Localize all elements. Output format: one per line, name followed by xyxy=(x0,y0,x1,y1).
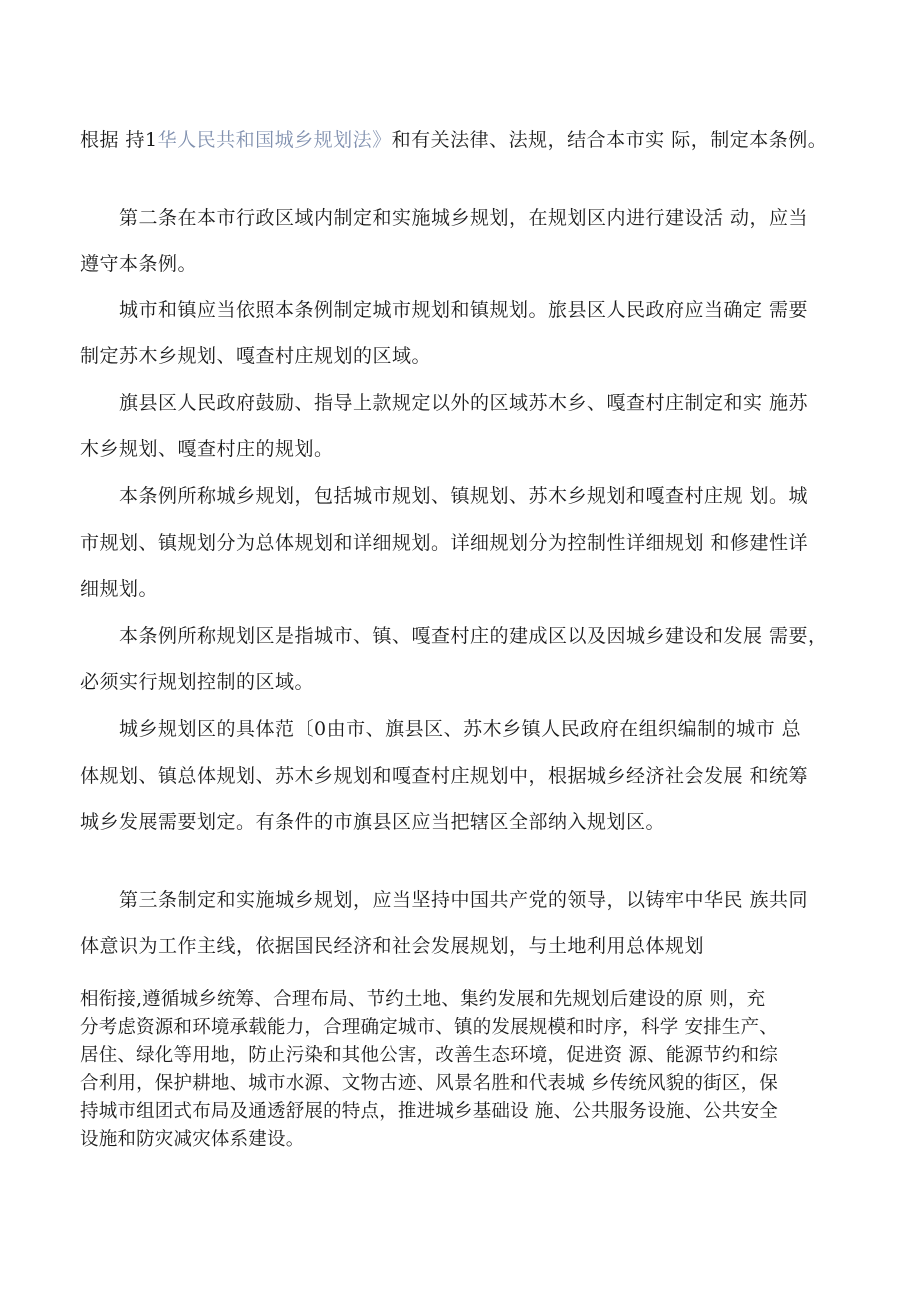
article2-p4-line3: 细规划。 xyxy=(80,578,159,600)
article3-cont-line4: 合利用，保护耕地、城市水源、文物古迹、风景名胜和代表城 乡传统风貌的街区，保 xyxy=(80,1073,778,1094)
article2-p6-line1: 城乡规划区的具体范〔0由市、旗县区、苏木乡镇人民政府在组织编制的城市 总 xyxy=(119,718,802,740)
article2-p2-line2: 制定苏木乡规划、嘎查村庄规划的区域。 xyxy=(80,345,432,367)
article3-cont-line5: 持城市组团式布局及通透舒展的特点，推进城乡基础设 施、公共服务设施、公共安全 xyxy=(80,1101,778,1122)
article3-cont-line3: 居住、绿化等用地，防止污染和其他公害，改善生态环境，促进资 源、能源节约和综 xyxy=(80,1045,778,1066)
intro-paragraph xyxy=(80,128,827,152)
article2-p2-line1: 城市和镇应当依照本条例制定城市规划和镇规划。旅县区人民政府应当确定 需要 xyxy=(119,299,809,321)
article2-p6-line3: 城乡发展需要划定。有条件的市旗县区应当把辖区全部纳入规划区。 xyxy=(80,811,666,833)
article3-cont-line1: 相衔接,遵循城乡统筹、合理布局、节约土地、集约发展和先规划后建设的原 则，充 xyxy=(80,989,766,1010)
article2-p5-line2: 必须实行规划控制的区域。 xyxy=(80,671,315,693)
article2-p3-line1: 旗县区人民政府鼓励、指导上款规定以外的区域苏木乡、嘎查村庄制定和实 施苏 xyxy=(119,392,809,414)
article3-cont-line6: 设施和防灾减灾体系建设。 xyxy=(80,1129,305,1150)
article2-p6-line2: 体规划、镇总体规划、苏木乡规划和嘎查村庄规划中，根据城乡经济社会发展 和统筹 xyxy=(80,765,809,787)
article3-line2: 体意识为工作主线，依据国民经济和社会发展规划，与土地利用总体规划 xyxy=(80,935,705,957)
article2-p4-line2: 市规划、镇规划分为总体规划和详细规划。详细规划分为控制性详细规划 和修建性详 xyxy=(80,532,809,554)
article2-p1-line1: 第二条在本市行政区域内制定和实施城乡规划，在规划区内进行建设活 动，应当 xyxy=(119,207,809,229)
article3-line1: 第三条制定和实施城乡规划，应当坚持中国共产党的领导，以铸牢中华民 族共同 xyxy=(119,889,809,911)
article2-p4-line1: 本条例所称城乡规划，包括城市规划、镇规划、苏木乡规划和嘎查村庄规 划。城 xyxy=(119,485,809,507)
intro-suffix: 和有关法律、法规，结合本市实 际，制定本条例。 xyxy=(391,129,828,151)
law-link[interactable]: 华人民共和国城乡规划法》 xyxy=(157,129,392,151)
article3-cont-line2: 分考虑资源和环境承载能力，合理确定城市、镇的发展规模和时序，科学 安排生产、 xyxy=(80,1017,778,1038)
article2-p3-line2: 木乡规划、嘎查村庄的规划。 xyxy=(80,438,334,460)
article2-p1-line2: 遵守本条例。 xyxy=(80,253,198,275)
article2-p5-line1: 本条例所称规划区是指城市、镇、嘎查村庄的建成区以及因城乡建设和发展 需要， xyxy=(119,625,828,647)
intro-prefix: 根据 持1 xyxy=(80,129,158,151)
